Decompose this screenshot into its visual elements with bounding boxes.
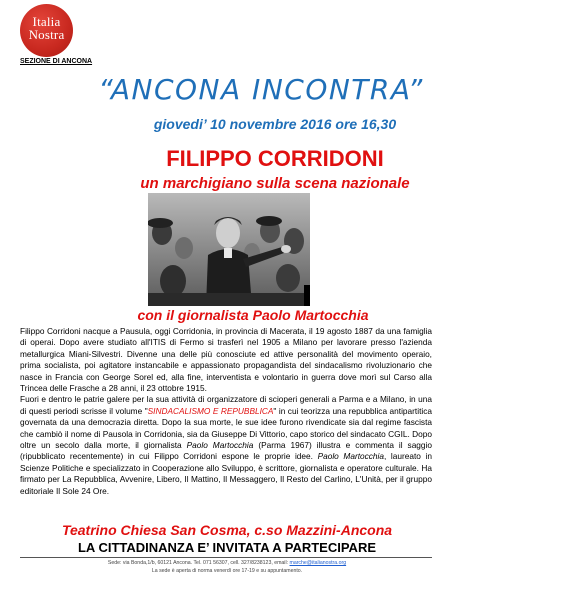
logo-line-2: Nostra — [28, 27, 65, 42]
bio-paragraph-2 — [20, 394, 432, 497]
event-series-title: “ANCONA INCONTRA” — [98, 73, 424, 106]
journalist-line: con il giornalista Paolo Martocchia — [137, 307, 369, 323]
divider — [20, 557, 432, 558]
section-label: SEZIONE DI ANCONA — [20, 58, 93, 65]
biography-text — [20, 326, 432, 497]
address-text: Sede: via Bonda,1/b, 60121 Ancona. Tel. 071 56307, cell. 327/8238123, email: — [107, 560, 290, 566]
bio-paragraph-1: Filippo Corridoni nacque a Pausula, oggi Corridonia, in provincia di Macerata, il 19 agosto 1887 da una famiglia di operai. Dopo avere studiato all'ITIS di Fermo si trasferì nel 1905 a Milano per lavorare presso l'azienda metallurgica Miani-Silvestri. Divenne una delle più conosciute ed attive personalità del movimento operaio, prima socialista, poi agitatore instancabile e appassionato propagandista del sindacalismo rivoluzionario che nasce in Francia con George Sorel ed, alla fine, interventista e volontario in guerra dove morì sul Carso alla Trincea delle Frasche a 28 anni, il 23 ottobre 1915. — [20, 326, 432, 394]
journalist-name: Paolo Martocchia — [317, 451, 384, 462]
email-link[interactable]: marche@italianostra.org — [289, 560, 347, 566]
historic-photo — [148, 193, 310, 306]
footer-address — [0, 560, 510, 566]
venue: Teatrino Chiesa San Cosma, c.so Mazzini-Ancona — [61, 522, 393, 538]
journalist-name: Paolo Martocchia — [186, 440, 254, 451]
invitation: LA CITTADINANZA E’ INVITATA A PARTECIPARE — [77, 540, 377, 555]
event-date: giovedi’ 10 novembre 2016 ore 16,30 — [153, 116, 397, 132]
bio-text: , laureato in Scienze Politiche e specializzato in Cooperazione allo Sviluppo, è scrittore, giornalista e operatore culturale. Ha firmato per La Repubblica, Avvenire, Libero, Il Mattino, Il Messaggero, Il Resto del Carlino, L'Unità, per il gruppo editoriale Il Sole 24 Ore. — [20, 451, 432, 496]
bio-text: " in cui teorizza una repubblica antipartitica governata da una democrazia diretta. Dopo la sua morte, le sue idee furono rivendicate sia dal regime fascista che cambiò il nome di Pausola in Corridonia, sia da Giuseppe Di Vittorio, capo storico del sindacato CGIL. Dopo oltre un secolo dalla morte, il giornalista — [20, 405, 432, 451]
bio-text: Fuori e dentro le patrie galere per la sua attività di organizzatore di scioperi generali a Parma e a Milano, in una di questi periodi scrisse il volume " — [20, 394, 432, 416]
subject-name: FILIPPO CORRIDONI — [166, 146, 384, 171]
book-title: SINDACALISMO E REPUBBLICA — [147, 405, 274, 416]
event-subtitle: un marchigiano sulla scena nazionale — [140, 175, 410, 192]
footer-hours: La sede è aperta di norma venerdì ore 17-19 e su appuntamento. — [151, 568, 303, 574]
logo-line-1: Italia — [32, 14, 61, 29]
italia-nostra-logo — [20, 4, 73, 57]
bio-text: (Parma 1967) illustra e commenta il saggio (ripubblicato recentemente) in cui Filippo Corridoni espone le proprie idee. — [20, 440, 432, 462]
